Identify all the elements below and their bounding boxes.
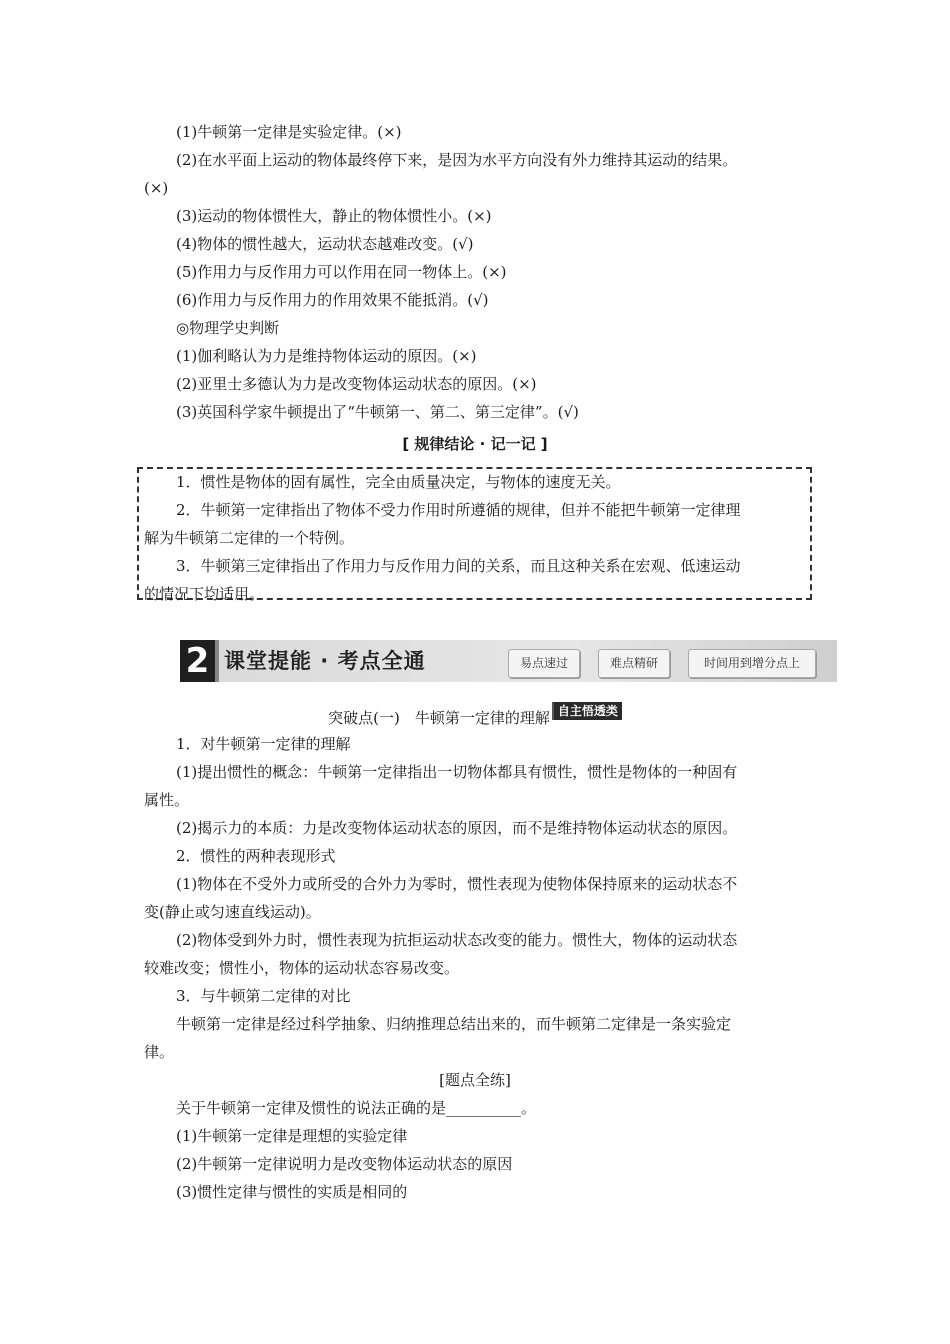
body-line: (2)揭示力的本质：力是改变物体运动状态的原因，而不是维持物体运动状态的原因。	[176, 819, 738, 837]
rule-item-cont: 解为牛顿第二定律的一个特例。	[144, 529, 355, 547]
rule-item: 1．惯性是物体的固有属性，完全由质量决定，与物体的速度无关。	[176, 473, 621, 491]
body-line: (1)物体在不受外力或所受的合外力为零时，惯性表现为使物体保持原来的运动状态不	[176, 875, 738, 893]
body-line: 较难改变；惯性小，物体的运动状态容易改变。	[144, 959, 460, 977]
history-heading: ◎物理学史判断	[176, 319, 280, 337]
rule-item: 3．牛顿第三定律指出了作用力与反作用力间的关系，而且这种关系在宏观、低速运动	[176, 557, 741, 575]
body-line: (2)物体受到外力时，惯性表现为抗拒运动状态改变的能力。惯性大，物体的运动状态	[176, 931, 738, 949]
body-line: 2．惯性的两种表现形式	[176, 847, 336, 865]
history-item: (2)亚里士多德认为力是改变物体运动状态的原因。(×)	[176, 375, 537, 393]
practice-title: [题点全练]	[439, 1071, 511, 1089]
breakthrough-heading	[0, 702, 950, 732]
judgment-item: (5)作用力与反作用力可以作用在同一物体上。(×)	[176, 263, 507, 281]
history-item: (3)英国科学家牛顿提出了“牛顿第一、第二、第三定律”。(√)	[176, 403, 579, 421]
body-line: (1)提出惯性的概念：牛顿第一定律指出一切物体都具有惯性，惯性是物体的一种固有	[176, 763, 738, 781]
body-line: 律。	[144, 1043, 175, 1061]
judgment-item: (2)在水平面上运动的物体最终停下来，是因为水平方向没有外力维持其运动的结果。	[176, 151, 738, 169]
practice-option: (3)惯性定律与惯性的实质是相同的	[176, 1183, 408, 1201]
rules-title: [ 规律结论 · 记一记 ]	[402, 435, 548, 453]
score-points-button[interactable]: 时间用到增分点上	[688, 649, 816, 678]
breakthrough-tag: 自主悟透类	[552, 702, 622, 720]
judgment-item: (1)牛顿第一定律是实验定律。(×)	[176, 123, 402, 141]
body-line: 变(静止或匀速直线运动)。	[144, 903, 321, 921]
judgment-item: (4)物体的惯性越大，运动状态越难改变。(√)	[176, 235, 474, 253]
easy-points-button[interactable]: 易点速过	[508, 649, 580, 678]
body-line: 属性。	[144, 791, 190, 809]
body-line: 3．与牛顿第二定律的对比	[176, 987, 351, 1005]
practice-question: 关于牛顿第一定律及惯性的说法正确的是__________。	[176, 1099, 537, 1117]
rule-item-cont: 的情况下均适用。	[144, 585, 265, 603]
body-line: 牛顿第一定律是经过科学抽象、归纳推理总结出来的，而牛顿第二定律是一条实验定	[176, 1015, 732, 1033]
judgment-item-cont: (×)	[144, 179, 169, 197]
section-title: 课堂提能 · 考点全通	[224, 649, 426, 673]
section-number: 2	[180, 640, 219, 682]
practice-option: (1)牛顿第一定律是理想的实验定律	[176, 1127, 408, 1145]
practice-option: (2)牛顿第一定律说明力是改变物体运动状态的原因	[176, 1155, 513, 1173]
rule-item: 2．牛顿第一定律指出了物体不受力作用时所遵循的规律，但并不能把牛顿第一定律理	[176, 501, 741, 519]
body-line: 1．对牛顿第一定律的理解	[176, 735, 351, 753]
hard-points-button[interactable]: 难点精研	[598, 649, 670, 678]
judgment-item: (3)运动的物体惯性大，静止的物体惯性小。(×)	[176, 207, 492, 225]
judgment-item: (6)作用力与反作用力的作用效果不能抵消。(√)	[176, 291, 489, 309]
history-item: (1)伽利略认为力是维持物体运动的原因。(×)	[176, 347, 477, 365]
breakthrough-title: 突破点(一) 牛顿第一定律的理解	[328, 709, 550, 727]
